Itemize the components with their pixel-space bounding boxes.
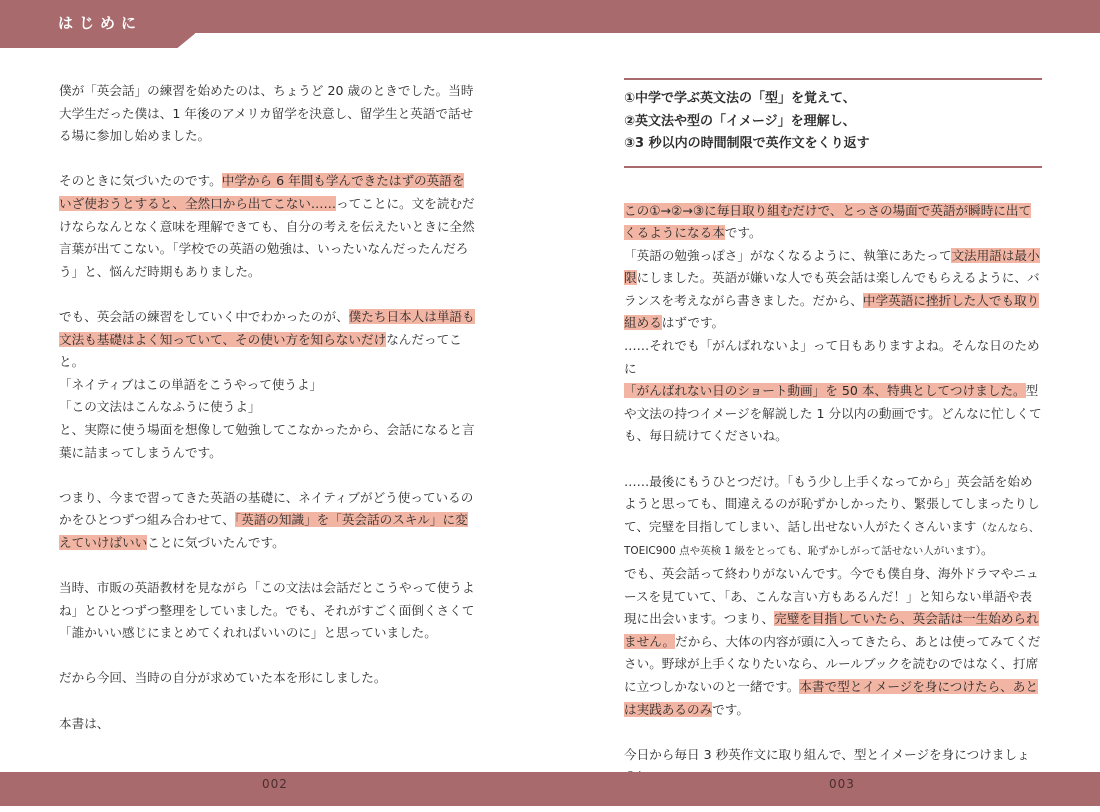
- text-run: 「ネイティブはこの単語をこうやって使うよ」: [59, 376, 323, 392]
- right-paragraph-5: [624, 471, 1042, 563]
- chapter-title: はじめに: [58, 14, 143, 32]
- left-paragraph-4: [59, 419, 477, 464]
- text-run: 「この文法はこんなふうに使うよ」: [59, 399, 261, 415]
- step-2: ②英文法や型の「イメージ」を理解し、: [624, 113, 856, 129]
- right-paragraph-2: [624, 245, 1042, 335]
- right-paragraph-3: [624, 335, 1042, 380]
- text-run: でも、英会話って終わりがないんです。今でも僕自身、海外ドラマやニュースを見ていて、「あ、こんな言い方もあるんだ！」と知らない単語や表現に出会います。つまり、: [624, 566, 1039, 627]
- method-steps-box: [624, 78, 1042, 168]
- step-3: ③3 秒以内の時間制限で英作文をくり返す: [624, 136, 870, 151]
- text-run: と、実際に使う場面を想像して勉強してこなかったから、会話になると言葉に詰まってしまうんです。: [59, 421, 475, 460]
- right-paragraph-4: [624, 380, 1042, 448]
- text-run: 「英語の勉強っぽさ」がなくなるように、執筆にあたって: [624, 247, 952, 263]
- text-run: ……最後にもうひとつだけ。「もう少し上手くなってから」英会話を始めようと思っても、間違えるのが恥ずかしかったり、緊張してしまったりして、完璧を目指してしまい、話し出せない人がたくさんいます: [624, 473, 1040, 534]
- page-number-left: 002: [262, 777, 288, 791]
- highlighted-text: 「がんばれない日のショート動画」を 50 本、特典としてつけました。: [624, 383, 1026, 399]
- text-run: だから、大体の内容が頭に入ってきたら、あとは使ってみてください。野球が上手くなりたいなら、ルールブックを読むのではなく、打席に立つしかないのと一緒です。: [624, 633, 1041, 694]
- text-run: です。: [724, 225, 762, 241]
- right-page: [624, 78, 1042, 812]
- highlighted-text: 中学から 6 年間も学んできたはずの英語をいざ使おうとすると、全然口から出てこない……: [59, 173, 465, 211]
- right-paragraph-6: [624, 563, 1042, 721]
- page-number-right: 003: [829, 777, 855, 791]
- highlighted-text: 文法用語は最小限: [624, 247, 1040, 286]
- text-run: 。: [981, 542, 994, 558]
- left-page: [59, 80, 477, 758]
- left-paragraph-2: [59, 170, 477, 283]
- left-paragraph-7: [59, 667, 477, 690]
- highlighted-text: 完璧を目指していたら、英会話は一生始められません。: [624, 611, 1039, 649]
- text-run: ってことに。文を読むだけならなんとなく意味を理解できても、自分の考えを伝えたいときに全然言葉が出てこない。「学校での英語の勉強は、いったいなんだったんだろう」と、悩んだ時期もありました。: [59, 195, 475, 279]
- text-run: はずです。: [661, 315, 725, 331]
- text-run: 当時、市販の英語教材を見ながら「この文法は会話だとこうやって使うよね」とひとつずつ整理をしていました。でも、それがすごく面倒くさくて「誰かいい感じにまとめてくれればいいのに」と思っていました。: [59, 580, 475, 641]
- text-run: です。: [712, 701, 749, 717]
- highlighted-text: この①→②→③に毎日取り組むだけで、とっさの場面で英語が瞬時に出てくるようになる本: [624, 202, 1032, 241]
- bottom-color-band: [0, 772, 1100, 806]
- highlighted-text: 中学英語に挫折した人でも取り組める: [624, 292, 1040, 331]
- left-paragraph-1: [59, 80, 477, 148]
- highlighted-text: 僕たち日本人は単語も文法も基礎はよく知っていて、その使い方を知らないだけ: [59, 308, 475, 347]
- text-run: でも、英会話の練習をしていく中でわかったのが、: [59, 308, 349, 324]
- text-run: つまり、今まで習ってきた英語の基礎に、ネイティブがどう使っているのかをひとつずつ組み合わせて、: [59, 489, 474, 528]
- left-quote-2: [59, 396, 477, 419]
- left-paragraph-5: [59, 487, 477, 555]
- left-paragraph-3: [59, 306, 477, 374]
- text-run: ……それでも「がんばれないよ」って日もありますよね。そんな日のために: [624, 338, 1040, 376]
- text-run: 型や文法の持つイメージを解説した 1 分以内の動画です。どんなに忙しくても、毎日続けてくださいね。: [624, 383, 1042, 444]
- text-run: なんだってこと。: [59, 331, 462, 370]
- highlighted-text: 「英語の知識」を「英会話のスキル」に変えていけばいい: [59, 512, 468, 550]
- left-paragraph-6: [59, 577, 477, 645]
- left-quote-1: [59, 374, 477, 397]
- text-run: そのときに気づいたのです。: [59, 173, 222, 189]
- step-1: ①中学で学ぶ英文法の「型」を覚えて、: [624, 91, 856, 106]
- text-run: 僕が「英会話」の練習を始めたのは、ちょうど 20 歳のときでした。当時大学生だった僕は、1 年後のアメリカ留学を決意し、留学生と英語で話せる場に参加し始めました。: [59, 83, 474, 144]
- text-run: だから今回、当時の自分が求めていた本を形にしました。: [59, 670, 387, 686]
- parenthetical-note: （なんなら、TOEIC900 点や英検 1 級をとっても、恥ずかしがって話せない人がいます）: [624, 521, 1040, 558]
- text-run: 今日から毎日 3 秒英作文に取り組んで、型とイメージを身につけましょ: [624, 746, 1030, 762]
- text-run: にしました。英語が嫌いな人でも英会話は楽しんでもらえるように、バランスを考えながら書きました。だから、: [624, 270, 1040, 308]
- text-run: ことに気づいたんです。: [147, 534, 285, 550]
- text-run: 本書は、: [59, 715, 110, 731]
- highlighted-text: 本書で型とイメージを身につけたら、あとは実践あるのみ: [624, 678, 1038, 717]
- left-paragraph-8: [59, 713, 477, 736]
- right-paragraph-1: [624, 200, 1042, 245]
